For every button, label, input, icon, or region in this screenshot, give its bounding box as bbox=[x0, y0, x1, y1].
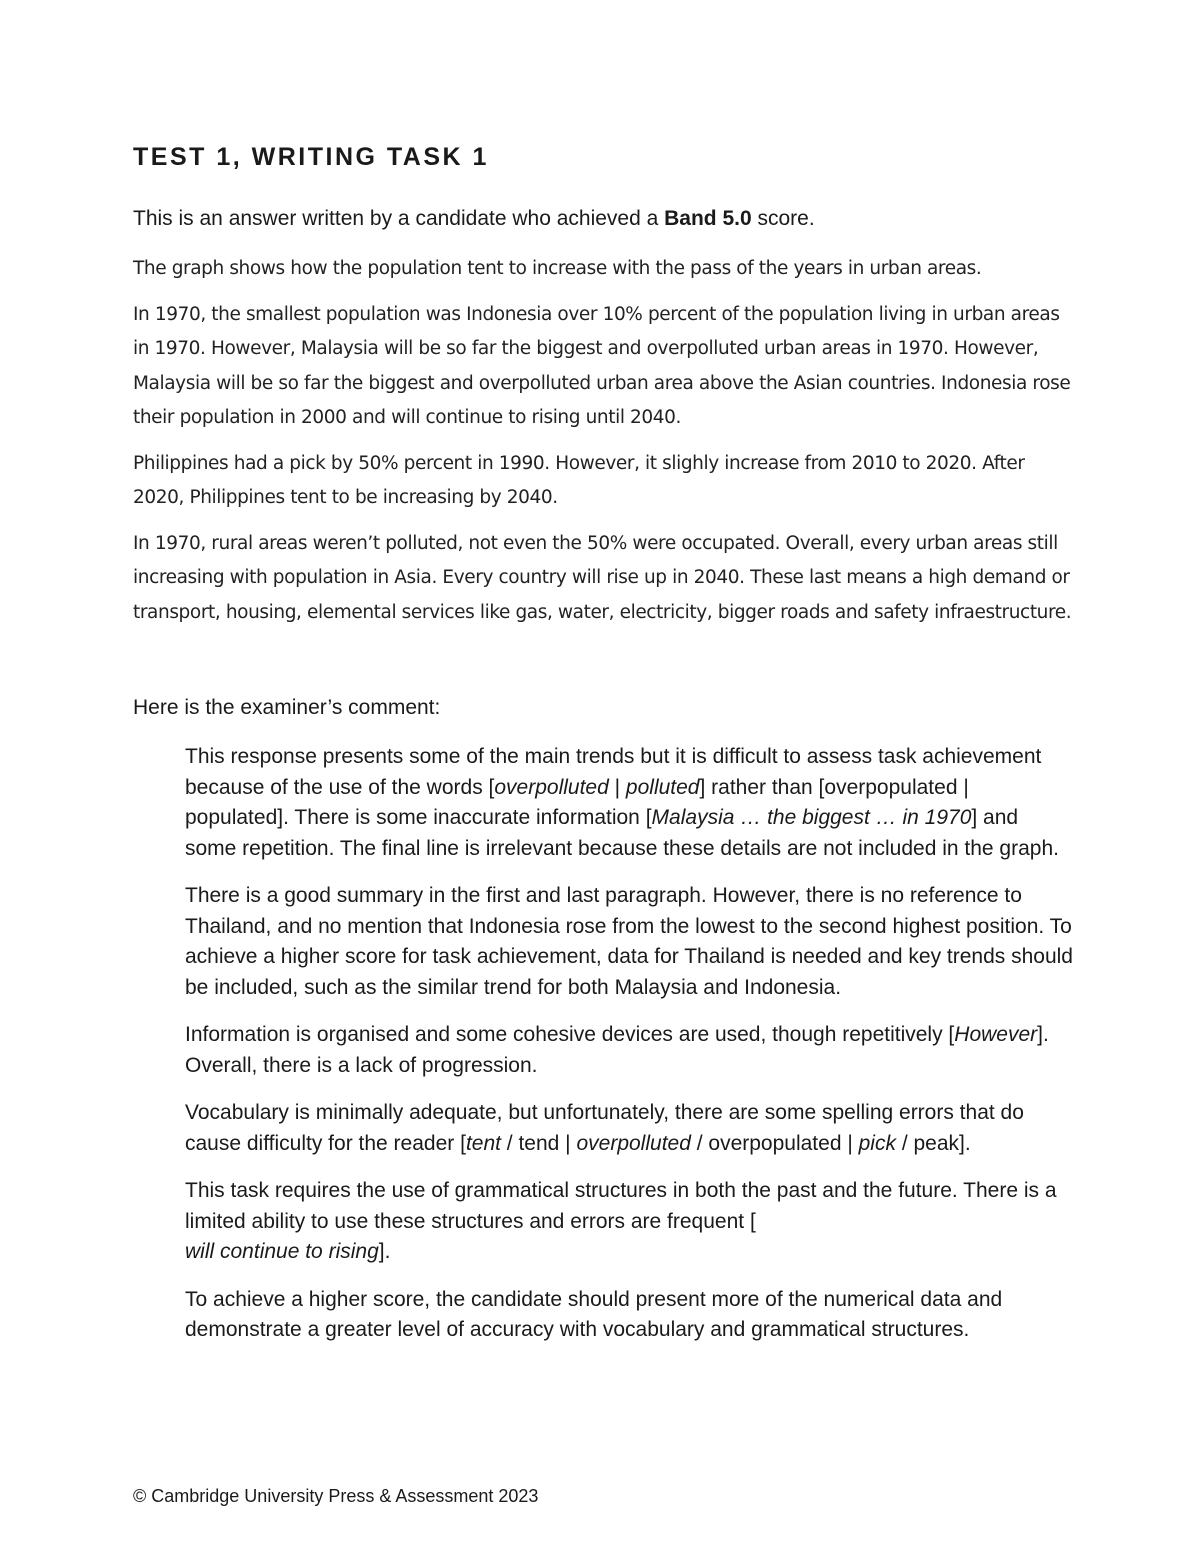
page-title: TEST 1, WRITING TASK 1 bbox=[133, 143, 489, 171]
comment-text: ]. bbox=[378, 1240, 391, 1263]
answer-paragraph-2: In 1970, the smallest population was Indonesia over 10% percent of the population living in urban areas in 1970. However, Malaysia will be so far the biggest and overpolluted urban areas in 1970. However, Malaysia will be so far the biggest and overpolluted urban area above the Asian countries. Indonesia rose their population in 2000 and will continue to rising until 2040. bbox=[133, 303, 1071, 428]
comment-text: This response presents some of the main trends but it is difficult to assess task achievement because of the use of the words [ bbox=[185, 745, 1042, 799]
intro-after: score. bbox=[751, 207, 815, 230]
comment-paragraph-5 bbox=[185, 1176, 1075, 1268]
comment-paragraph-2: There is a good summary in the first and last paragraph. However, there is no reference to Thailand, and no mention that Indonesia rose from the lowest to the second highest position. To achieve a higher score for task achievement, data for Thailand is needed and key trends should be included, such as the similar trend for both Malaysia and Indonesia. bbox=[185, 884, 1073, 999]
comment-text: ]. Overall, there is a lack of progression. bbox=[185, 1023, 1049, 1077]
copyright-notice: © Cambridge University Press & Assessment 2023 bbox=[133, 1486, 539, 1506]
quoted-word: will continue to rising bbox=[185, 1240, 379, 1263]
comment-text: / tend | bbox=[500, 1131, 577, 1155]
quoted-word: polluted bbox=[625, 775, 700, 799]
comment-paragraph-4 bbox=[185, 1098, 1075, 1159]
quoted-word: overpolluted bbox=[494, 775, 609, 799]
band-score: Band 5.0 bbox=[664, 207, 752, 230]
quoted-word: tent bbox=[465, 1131, 501, 1155]
comment-text: | bbox=[608, 775, 626, 799]
comment-paragraph-6: To achieve a higher score, the candidate should present more of the numerical data and demonstrate a greater level of accuracy with vocabulary and grammatical structures. bbox=[185, 1287, 1003, 1341]
comment-text: ] rather than [overpopulated | populated]. There is some inaccurate information [ bbox=[185, 775, 969, 829]
quoted-word: Malaysia … the biggest … in 1970 bbox=[651, 806, 972, 829]
comment-text: / peak]. bbox=[895, 1131, 971, 1155]
intro-text bbox=[133, 204, 815, 234]
quoted-word: pick bbox=[858, 1131, 896, 1155]
intro-before: This is an answer written by a candidate who achieved a bbox=[133, 207, 665, 230]
answer-paragraph-4: In 1970, rural areas weren’t polluted, not even the 50% were occupated. Overall, every urban areas still increasing with population in Asia. Every country will rise up in 2040. These last means a high demand or transport, housing, elemental services like gas, water, electricity, bigger roads and safety infraestructure. bbox=[133, 532, 1072, 623]
comment-paragraph-3 bbox=[185, 1020, 1075, 1081]
examiner-comment-heading: Here is the examiner’s comment: bbox=[133, 696, 441, 719]
comment-text: / overpopulated | bbox=[690, 1131, 859, 1155]
answer-paragraph-1: The graph shows how the population tent to increase with the pass of the years in urban areas. bbox=[133, 258, 982, 279]
comment-text: ] and some repetition. The final line is irrelevant because these details are not included in the graph. bbox=[185, 806, 1059, 860]
comment-paragraph-1 bbox=[185, 742, 1075, 864]
examiner-comments bbox=[185, 742, 1075, 1363]
quoted-word: overpolluted bbox=[576, 1131, 691, 1155]
comment-text: Vocabulary is minimally adequate, but unfortunately, there are some spelling errors that do cause difficulty for the reader [ bbox=[185, 1101, 1024, 1155]
comment-text: Information is organised and some cohesive devices are used, though repetitively [ bbox=[185, 1023, 955, 1046]
comment-text: This task requires the use of grammatical structures in both the past and the future. There is a limited ability to use these structures and errors are frequent [ bbox=[185, 1179, 1057, 1233]
quoted-word: However bbox=[954, 1023, 1038, 1046]
answer-paragraph-3: Philippines had a pick by 50% percent in 1990. However, it slighly increase from 2010 to 2020. After 2020, Philippines tent to be increasing by 2040. bbox=[133, 452, 1025, 508]
candidate-answer bbox=[133, 252, 1073, 641]
